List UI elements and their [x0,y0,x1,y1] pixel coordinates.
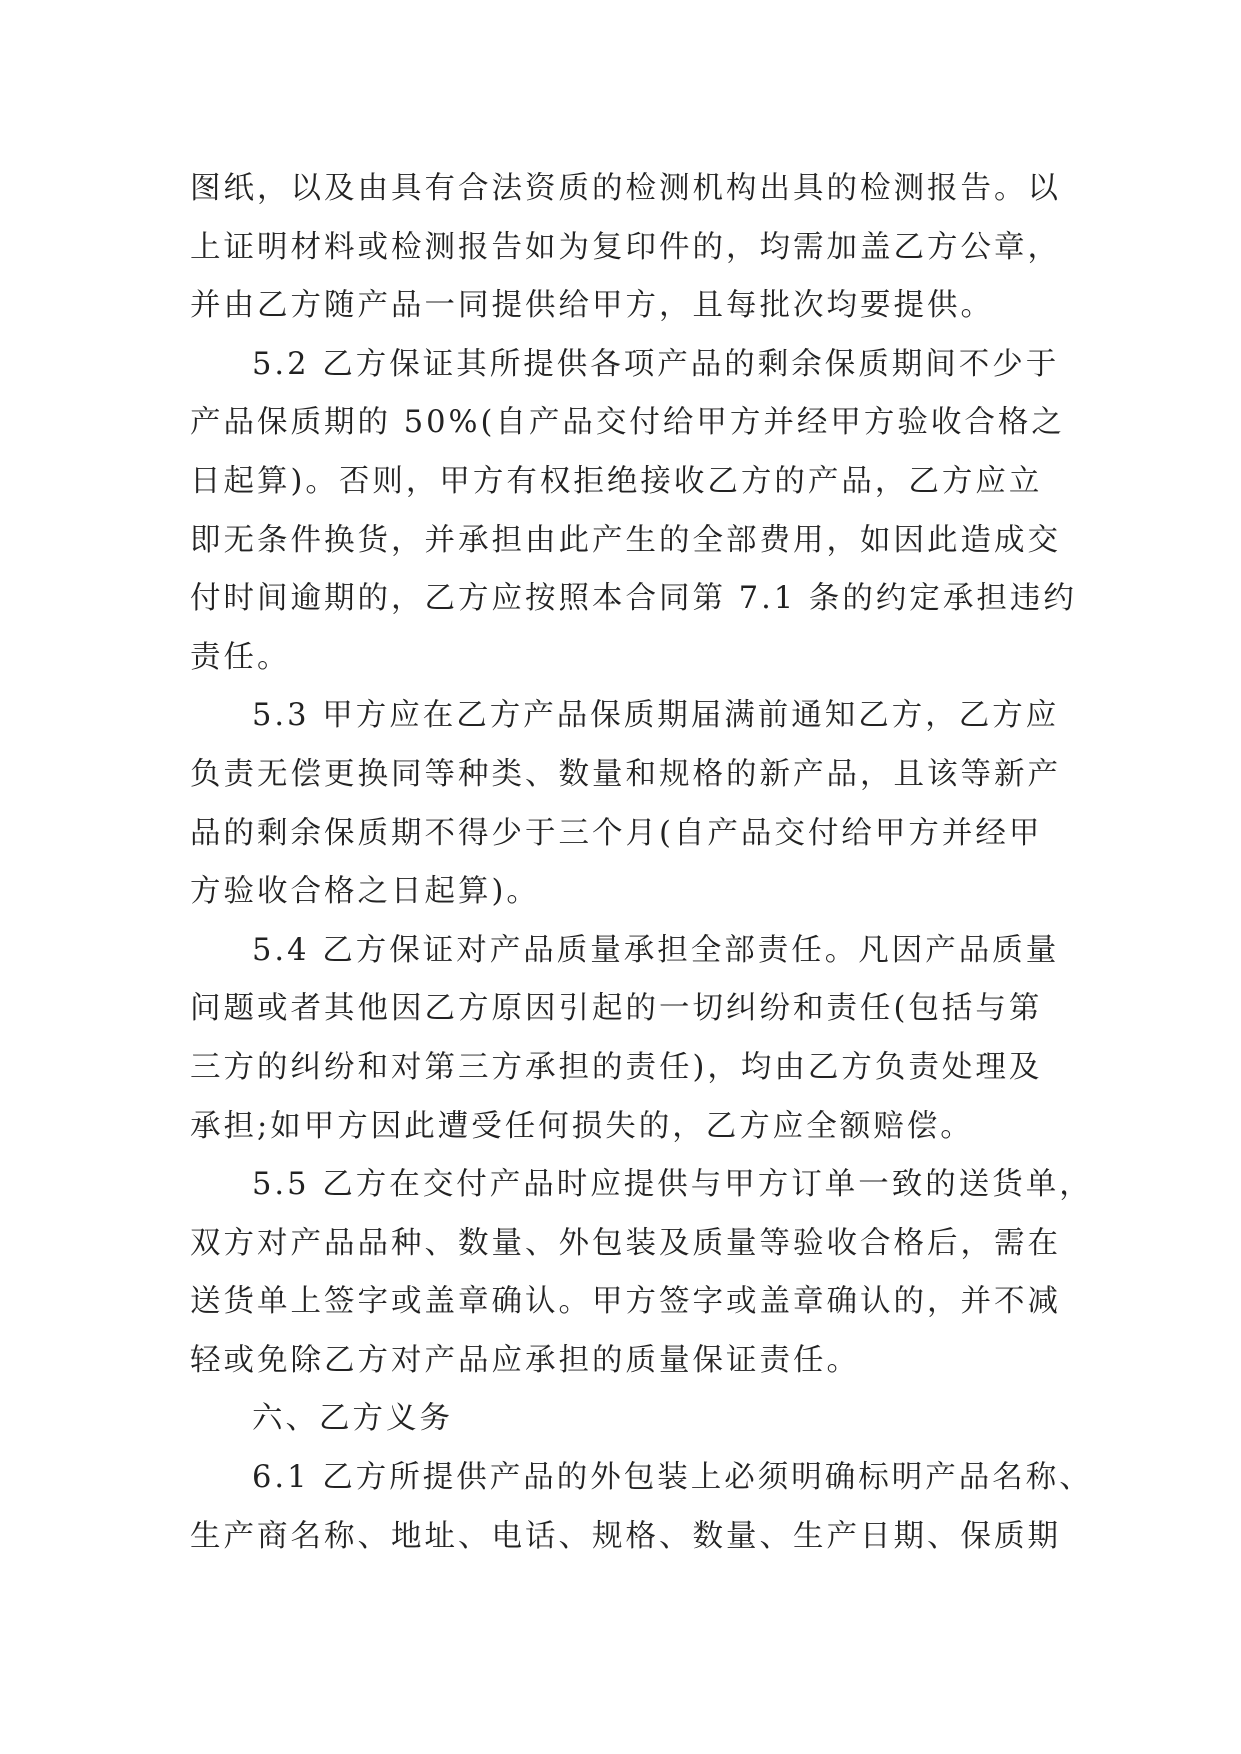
clause-5-2-first-line: 5.2 乙方保证其所提供各项产品的剩余保质期间不少于 [252,346,1060,382]
document-body [190,160,1093,1566]
text-line: 双方对产品品种、数量、外包装及质量等验收合格后，需在 [190,1225,1061,1261]
section-heading-party-b-obligations: 六、乙方义务 [252,1401,453,1437]
text-line: 轻或免除乙方对产品应承担的质量保证责任。 [190,1342,860,1378]
text-line: 产品保质期的 50%(自产品交付给甲方并经甲方验收合格之 [190,405,1065,441]
text-line: 上证明材料或检测报告如为复印件的，均需加盖乙方公章， [190,229,1061,265]
text-line: 承担;如甲方因此遭受任何损失的，乙方应全额赔偿。 [190,1108,974,1144]
text-line: 问题或者其他因乙方原因引起的一切纠纷和责任(包括与第 [190,991,1043,1027]
text-line: 方验收合格之日起算)。 [190,874,540,910]
text-line: 付时间逾期的，乙方应按照本合同第 7.1 条的约定承担违约 [190,581,1077,617]
text-line: 责任。 [190,639,291,675]
text-line: 品的剩余保质期不得少于三个月(自产品交付给甲方并经甲 [190,815,1043,851]
text-line: 并由乙方随产品一同提供给甲方，且每批次均要提供。 [190,288,994,324]
text-line: 生产商名称、地址、电话、规格、数量、生产日期、保质期 [190,1518,1061,1554]
clause-6-1-first-line: 6.1 乙方所提供产品的外包装上必须明确标明产品名称、 [252,1460,1093,1496]
text-line: 三方的纠纷和对第三方承担的责任)，均由乙方负责处理及 [190,1049,1043,1085]
text-line: 日起算)。否则，甲方有权拒绝接收乙方的产品，乙方应立 [190,463,1043,499]
text-line: 送货单上签字或盖章确认。甲方签字或盖章确认的，并不减 [190,1284,1061,1320]
text-line: 图纸，以及由具有合法资质的检测机构出具的检测报告。以 [190,171,1061,206]
text-line: 即无条件换货，并承担由此产生的全部费用，如因此造成交 [190,522,1061,558]
clause-5-5-first-line: 5.5 乙方在交付产品时应提供与甲方订单一致的送货单， [252,1167,1093,1203]
clause-5-3-first-line: 5.3 甲方应在乙方产品保质期届满前通知乙方，乙方应 [252,698,1060,734]
text-line: 负责无偿更换同等种类、数量和规格的新产品，且该等新产 [190,756,1061,792]
clause-5-4-first-line: 5.4 乙方保证对产品质量承担全部责任。凡因产品质量 [252,932,1060,968]
